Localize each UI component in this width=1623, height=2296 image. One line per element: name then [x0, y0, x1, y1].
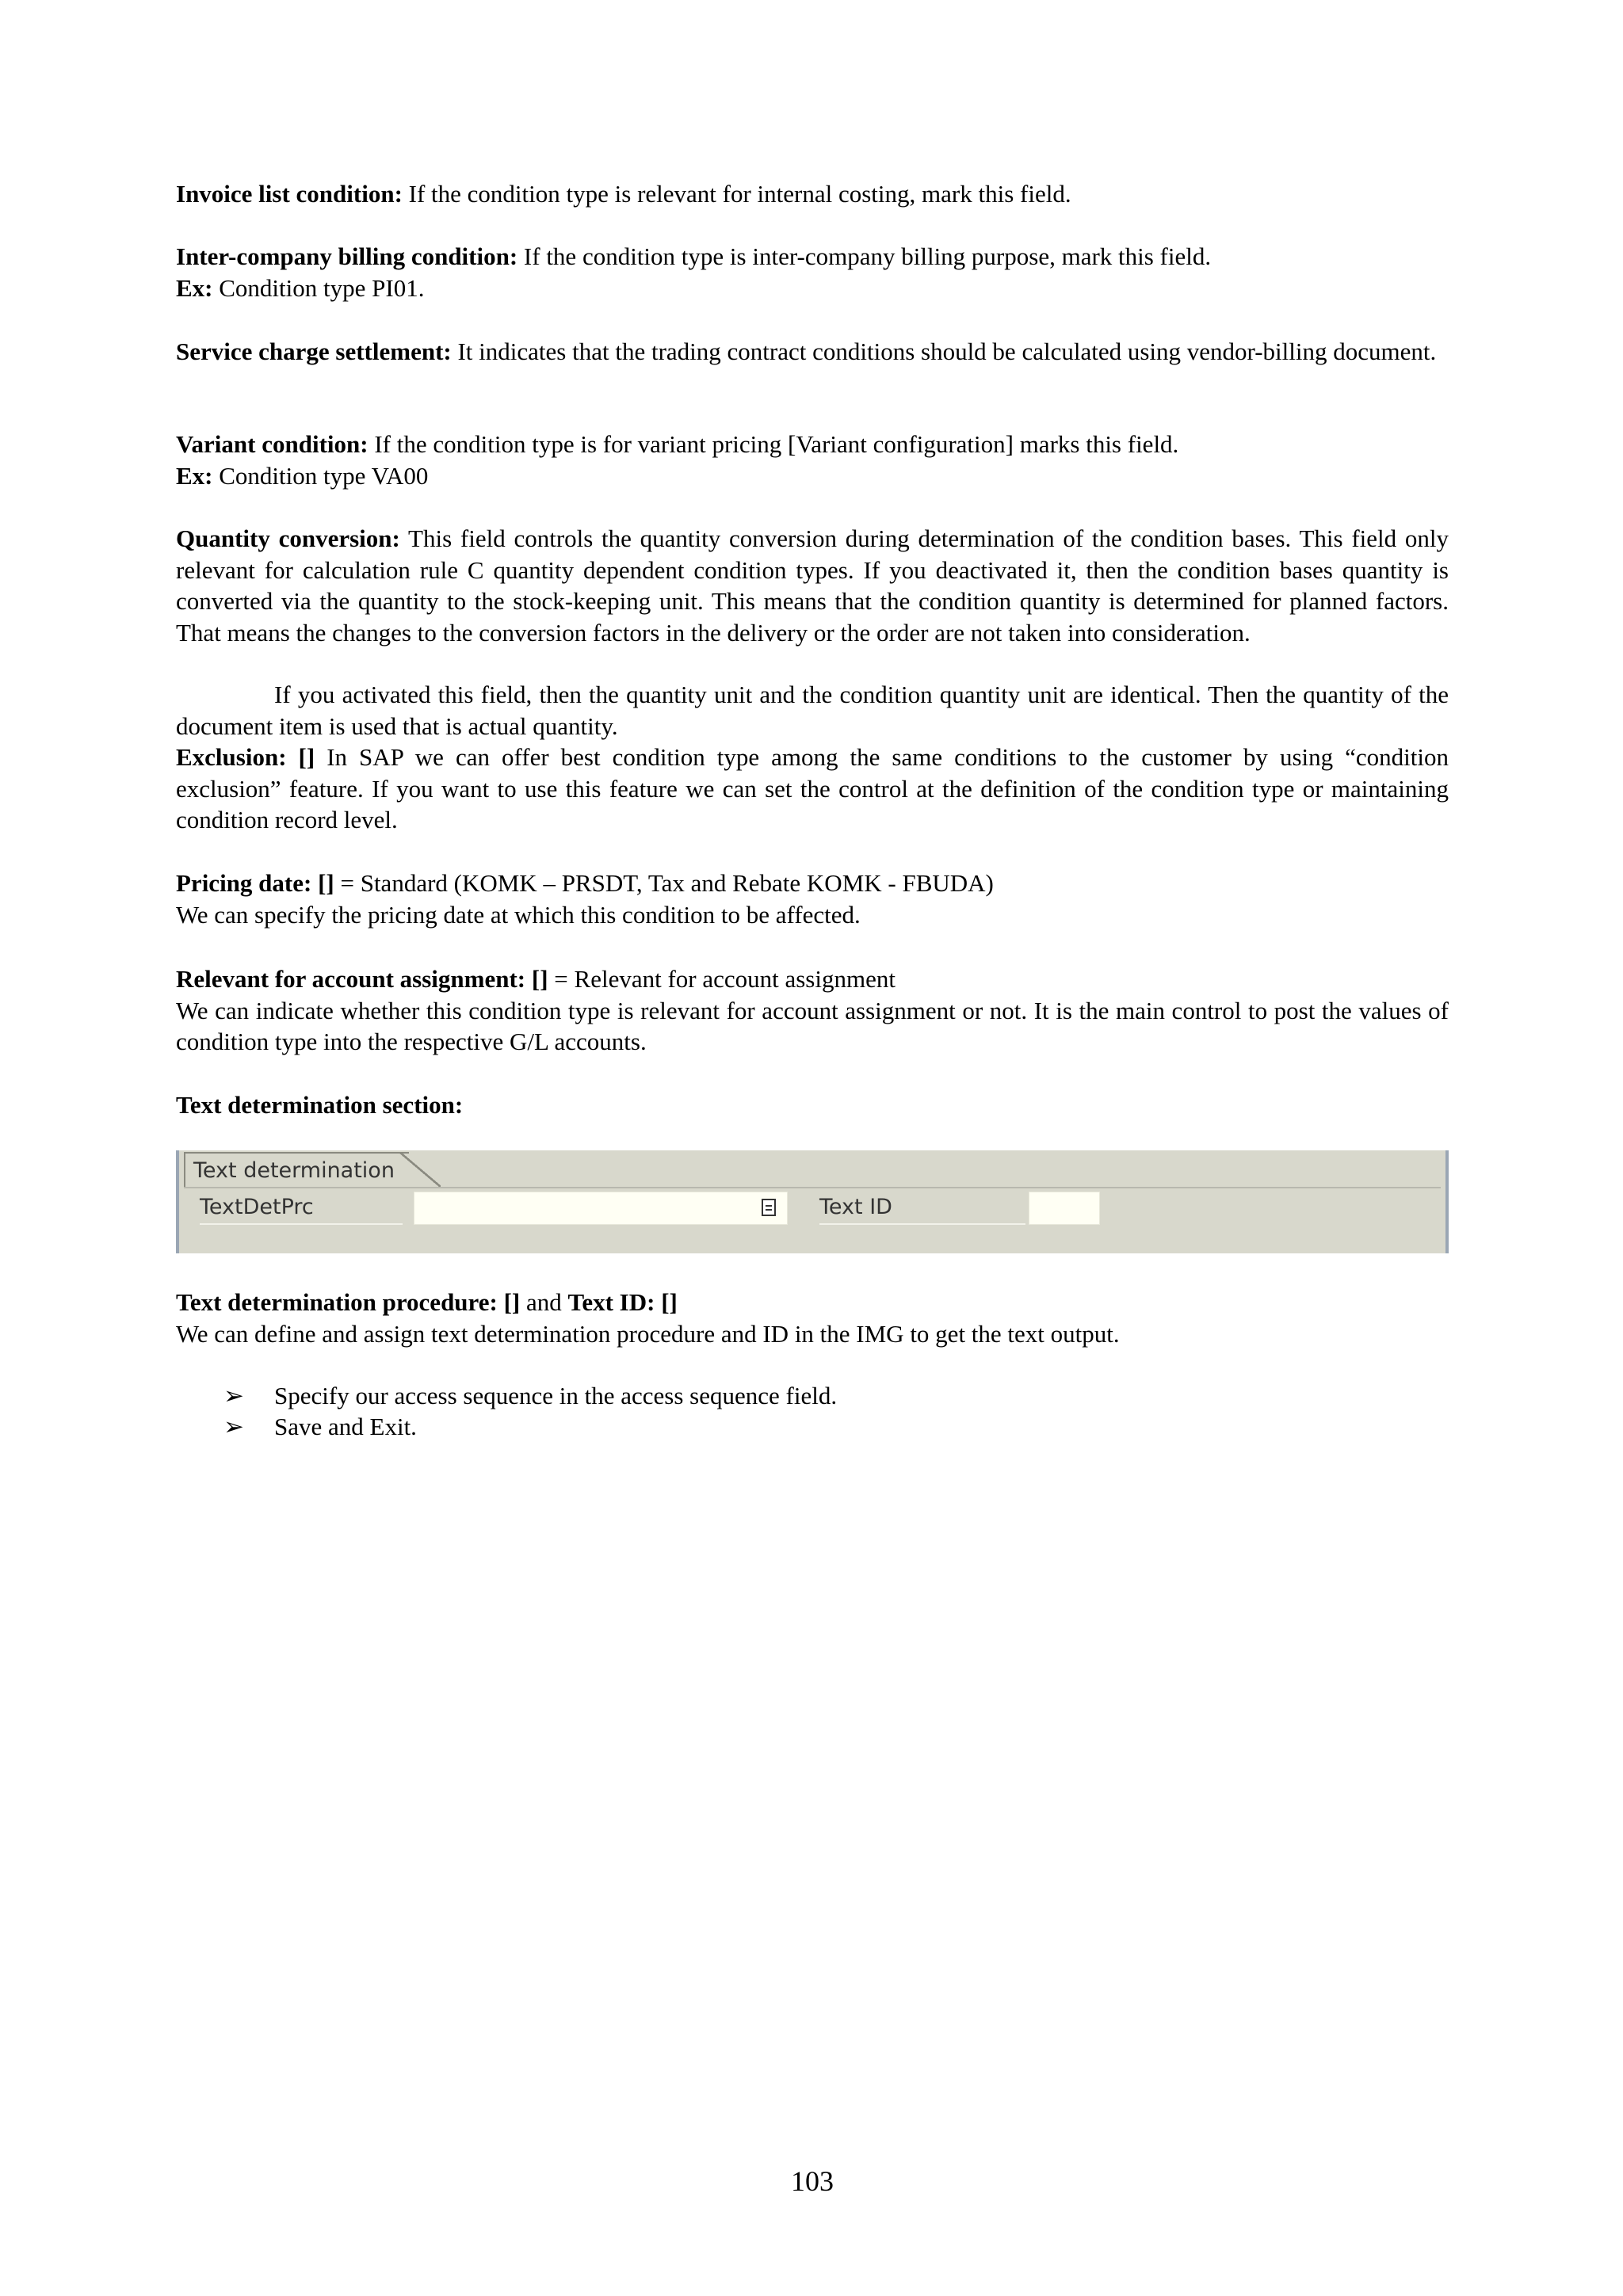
- description: If the condition type is relevant for internal costing, mark this field.: [402, 180, 1071, 208]
- description: We can define and assign text determination procedure and ID in the IMG to get the text output.: [176, 1319, 1120, 1348]
- term: Quantity conversion:: [176, 524, 400, 552]
- description: If the condition type is inter-company billing purpose, mark this field.: [517, 242, 1212, 270]
- example-text: Condition type VA00: [212, 461, 429, 490]
- invoice-list-paragraph: [176, 178, 1449, 210]
- description: In SAP we can offer best condition type among the same conditions to the customer by using “condition exclusion” feature. If you want to use this feature we can set the control at the definition of the condition type or maintaining condition record level.: [176, 743, 1449, 833]
- service-charge-paragraph: [176, 336, 1449, 368]
- description-2: We can indicate whether this condition type is relevant for account assignment or not. It is the main control to post the values of condition type into the respective G/L accounts.: [176, 996, 1449, 1055]
- tab-divider: [184, 1187, 1441, 1188]
- description: This field controls the quantity conversion during determination of the condition bases. This field only relevant for calculation rule C quantity dependent condition types. If you deactivated it, then the condition bases quantity is converted via the quantity to the stock-keeping unit. This means that the condition quantity is determined for planned factors. That means the changes to the conversion factors in the delivery or the order are not taken into consideration.: [176, 524, 1449, 646]
- text-determination-heading: [176, 1089, 1449, 1121]
- term: Invoice list condition:: [176, 180, 403, 208]
- pricing-date-paragraph: [176, 868, 1449, 930]
- description: = Relevant for account assignment: [548, 965, 896, 993]
- example-label: Ex:: [176, 461, 213, 490]
- textdetprc-input[interactable]: [414, 1192, 788, 1225]
- exclusion-paragraph: [176, 742, 1449, 836]
- term: Relevant for account assignment: []: [176, 965, 548, 993]
- term: Service charge settlement:: [176, 338, 452, 365]
- intercompany-paragraph: [176, 241, 1449, 303]
- term: Inter-company billing condition:: [176, 242, 518, 270]
- description-2: We can specify the pricing date at which this condition to be affected.: [176, 900, 861, 929]
- example-label: Ex:: [176, 273, 213, 302]
- text-determination-procedure-paragraph: [176, 1287, 1449, 1349]
- quantity-conversion-paragraph: [176, 523, 1449, 648]
- account-assignment-paragraph: [176, 963, 1449, 1058]
- text-id-input[interactable]: [1029, 1192, 1100, 1225]
- term: Pricing date: []: [176, 869, 334, 897]
- term: Text determination section:: [176, 1091, 464, 1119]
- term: Text determination procedure: []: [176, 1288, 521, 1316]
- sap-text-determination-screen: [176, 1150, 1449, 1253]
- description: It indicates that the trading contract conditions should be calculated using vendor-billing document.: [451, 338, 1437, 365]
- quantity-conversion-continued: [176, 679, 1449, 742]
- description: = Standard (KOMK – PRSDT, Tax and Rebate KOMK - FBUDA): [334, 869, 994, 897]
- term: Variant condition:: [176, 430, 369, 458]
- description: If you activated this field, then the quantity unit and the condition quantity unit are identical. Then the quantity of the document item is used that is actual quantity.: [176, 681, 1449, 740]
- page-number: 103: [791, 2165, 834, 2197]
- value-help-icon[interactable]: [762, 1199, 776, 1216]
- connector: and: [520, 1288, 568, 1316]
- bullet-item: Specify our access sequence in the access sequence field.: [274, 1382, 838, 1409]
- variant-condition-paragraph: [176, 429, 1449, 491]
- term-2: Text ID: []: [567, 1288, 678, 1316]
- tab-slant-decoration: [399, 1152, 441, 1187]
- term: Exclusion: []: [176, 743, 315, 771]
- description: If the condition type is for variant pricing [Variant configuration] marks this field.: [368, 430, 1179, 458]
- bullet-arrow-icon: ➢: [223, 1413, 244, 1440]
- textdetprc-label: TextDetPrc: [200, 1192, 403, 1225]
- bullet-item: Save and Exit.: [274, 1413, 417, 1440]
- text-determination-tab[interactable]: Text determination: [184, 1152, 409, 1188]
- bullet-arrow-icon: ➢: [223, 1382, 244, 1409]
- example-text: Condition type PI01.: [212, 273, 425, 302]
- text-id-label: Text ID: [819, 1192, 1025, 1225]
